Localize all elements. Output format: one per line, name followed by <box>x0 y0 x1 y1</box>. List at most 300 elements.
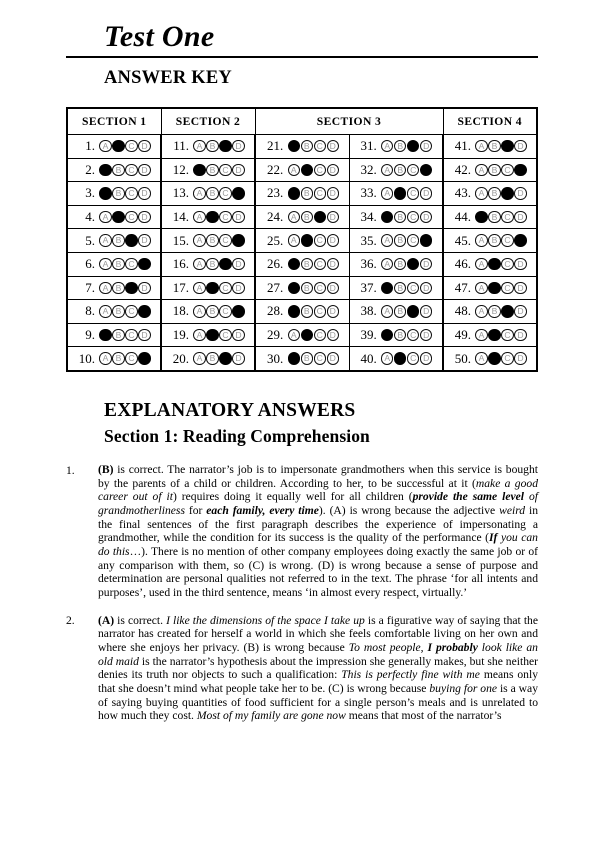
question-number: 4. <box>85 209 96 225</box>
answer-bubble-empty[interactable]: C <box>501 234 513 246</box>
answer-bubble-empty[interactable]: D <box>514 187 526 199</box>
answer-bubble-empty[interactable]: B <box>301 352 313 364</box>
answer-bubble-filled[interactable] <box>394 352 406 364</box>
answer-cell[interactable] <box>161 158 255 182</box>
answer-bubble-empty[interactable]: B <box>112 282 124 294</box>
answer-bubble-filled[interactable] <box>488 258 500 270</box>
question-answer-row <box>350 233 443 249</box>
answer-bubble-filled[interactable] <box>219 352 231 364</box>
answer-bubble-empty[interactable]: B <box>112 305 124 317</box>
answer-bubble-empty[interactable]: B <box>112 187 124 199</box>
answer-bubble-empty[interactable]: B <box>394 211 406 223</box>
answer-cell[interactable] <box>443 182 537 206</box>
answer-bubble-empty[interactable]: C <box>407 187 419 199</box>
answer-cell[interactable] <box>161 135 255 159</box>
answer-bubble-empty[interactable]: C <box>125 352 137 364</box>
question-number: 18. <box>172 303 190 319</box>
answer-cell[interactable] <box>161 276 255 300</box>
answer-bubble-empty[interactable]: B <box>394 305 406 317</box>
answer-cell[interactable] <box>443 300 537 324</box>
answer-bubble-empty[interactable]: D <box>420 352 432 364</box>
answer-cell[interactable] <box>161 323 255 347</box>
answer-bubble-empty[interactable]: A <box>475 305 487 317</box>
answer-bubble-empty[interactable]: C <box>125 329 137 341</box>
answer-cell[interactable] <box>67 347 161 371</box>
answer-bubble-empty[interactable]: D <box>420 140 432 152</box>
answer-bubble-empty[interactable]: A <box>475 258 487 270</box>
answer-bubble-empty[interactable]: D <box>327 211 339 223</box>
answer-cell[interactable] <box>255 158 349 182</box>
answer-bubble-empty[interactable]: A <box>475 187 487 199</box>
answer-bubble-filled[interactable] <box>381 282 393 294</box>
answer-bubble-empty[interactable]: D <box>514 282 526 294</box>
answer-bubble-filled[interactable] <box>407 305 419 317</box>
answer-cell[interactable] <box>349 205 443 229</box>
question-number: 27. <box>267 279 284 295</box>
answer-bubble-filled[interactable] <box>99 187 111 199</box>
answer-bubble-empty[interactable]: A <box>99 305 111 317</box>
answer-bubble-empty[interactable]: D <box>138 164 150 176</box>
answer-bubble-empty[interactable]: C <box>125 187 137 199</box>
question-number: 45. <box>454 232 472 248</box>
question-number: 28. <box>267 303 284 319</box>
answer-bubble-empty[interactable]: C <box>219 234 231 246</box>
question-answer-row <box>444 185 536 201</box>
answer-bubble-empty[interactable]: A <box>381 352 393 364</box>
answer-bubble-empty[interactable]: A <box>288 234 300 246</box>
answer-bubble-empty[interactable]: D <box>327 352 339 364</box>
answer-bubble-empty[interactable]: A <box>475 282 487 294</box>
table-header-row <box>67 108 537 135</box>
answer-bubble-empty[interactable]: B <box>394 140 406 152</box>
answer-cell[interactable] <box>67 252 161 276</box>
answer-bubble-filled[interactable] <box>232 305 244 317</box>
answer-bubble-empty[interactable]: B <box>394 329 406 341</box>
answer-bubble-empty[interactable]: B <box>206 164 218 176</box>
answer-bubble-empty[interactable]: A <box>193 305 205 317</box>
answer-bubble-empty[interactable]: D <box>420 187 432 199</box>
answer-bubble-empty[interactable]: C <box>314 258 326 270</box>
answer-bubble-empty[interactable]: B <box>394 164 406 176</box>
answer-bubble-empty[interactable]: B <box>488 305 500 317</box>
answer-bubble-empty[interactable]: C <box>407 211 419 223</box>
answer-bubble-empty[interactable]: B <box>301 187 313 199</box>
answer-bubble-empty[interactable]: C <box>407 234 419 246</box>
question-answer-row <box>350 209 443 225</box>
answer-key-table <box>66 107 538 372</box>
answer-bubble-filled[interactable] <box>99 329 111 341</box>
answer-cell[interactable] <box>255 135 349 159</box>
answer-bubble-empty[interactable]: B <box>394 234 406 246</box>
answer-bubble-filled[interactable] <box>206 329 218 341</box>
answer-bubble-empty[interactable]: D <box>232 140 244 152</box>
answer-cell[interactable] <box>349 135 443 159</box>
answer-bubble-empty[interactable]: B <box>112 258 124 270</box>
question-number: 43. <box>454 185 472 201</box>
answer-bubble-empty[interactable]: A <box>475 140 487 152</box>
answer-bubble-empty[interactable]: A <box>99 282 111 294</box>
answer-bubble-filled[interactable] <box>488 352 500 364</box>
answer-bubble-filled[interactable] <box>501 305 513 317</box>
answer-bubble-empty[interactable]: D <box>232 329 244 341</box>
answer-cell[interactable] <box>349 158 443 182</box>
answer-bubble-empty[interactable]: D <box>232 211 244 223</box>
answer-bubble-empty[interactable]: B <box>206 352 218 364</box>
answer-bubble-empty[interactable]: C <box>314 187 326 199</box>
answer-bubble-empty[interactable]: A <box>381 258 393 270</box>
answer-bubble-empty[interactable]: B <box>206 140 218 152</box>
answer-bubble-empty[interactable]: B <box>301 305 313 317</box>
answer-bubble-filled[interactable] <box>514 234 526 246</box>
answer-bubble-empty[interactable]: B <box>301 258 313 270</box>
question-number: 26. <box>267 256 284 272</box>
answer-bubble-empty[interactable]: A <box>99 258 111 270</box>
question-answer-row <box>256 256 349 272</box>
answer-cell[interactable] <box>255 182 349 206</box>
answer-bubble-empty[interactable]: A <box>193 140 205 152</box>
answer-cell[interactable] <box>349 323 443 347</box>
question-number: 41. <box>454 138 472 154</box>
answer-cell[interactable] <box>67 276 161 300</box>
answer-cell[interactable] <box>443 252 537 276</box>
answer-bubble-filled[interactable] <box>394 187 406 199</box>
answer-bubble-empty[interactable]: D <box>327 164 339 176</box>
answer-bubble-empty[interactable]: C <box>501 258 513 270</box>
answer-bubble-empty[interactable]: C <box>219 282 231 294</box>
answer-bubble-filled[interactable] <box>301 164 313 176</box>
answer-bubble-empty[interactable]: A <box>99 352 111 364</box>
question-number: 46. <box>454 256 472 272</box>
answer-bubble-filled[interactable] <box>488 329 500 341</box>
answer-bubble-empty[interactable]: A <box>381 234 393 246</box>
answer-bubble-empty[interactable]: A <box>475 164 487 176</box>
answer-bubble-filled[interactable] <box>407 258 419 270</box>
answer-bubble-empty[interactable]: A <box>288 329 300 341</box>
answer-cell[interactable] <box>67 158 161 182</box>
answer-bubble-empty[interactable]: D <box>327 140 339 152</box>
table-row <box>67 276 537 300</box>
answer-bubble-empty[interactable]: D <box>514 140 526 152</box>
answer-bubble-filled[interactable] <box>420 164 432 176</box>
answer-bubble-empty[interactable]: D <box>138 187 150 199</box>
answer-bubble-empty[interactable]: C <box>125 140 137 152</box>
answer-bubble-empty[interactable]: C <box>125 211 137 223</box>
answer-bubble-empty[interactable]: C <box>219 305 231 317</box>
answer-bubble-filled[interactable] <box>206 282 218 294</box>
question-answer-row <box>256 209 349 225</box>
question-number: 20. <box>172 350 190 366</box>
answer-bubble-filled[interactable] <box>407 140 419 152</box>
answer-bubble-empty[interactable]: A <box>381 187 393 199</box>
answer-bubble-filled[interactable] <box>381 329 393 341</box>
question-answer-row <box>350 303 443 319</box>
question-number: 42. <box>454 161 472 177</box>
answer-bubble-empty[interactable]: D <box>138 211 150 223</box>
answer-bubble-empty[interactable]: D <box>514 211 526 223</box>
answer-bubble-empty[interactable]: C <box>314 352 326 364</box>
question-answer-row <box>162 209 254 225</box>
answer-cell[interactable] <box>443 347 537 371</box>
answer-bubble-filled[interactable] <box>232 234 244 246</box>
answer-bubble-empty[interactable]: C <box>125 258 137 270</box>
answer-bubble-empty[interactable]: D <box>327 187 339 199</box>
question-answer-row <box>162 327 254 343</box>
answer-bubble-empty[interactable]: A <box>193 329 205 341</box>
answer-cell[interactable] <box>349 300 443 324</box>
answer-bubble-filled[interactable] <box>99 164 111 176</box>
answer-bubble-empty[interactable]: B <box>488 187 500 199</box>
answer-bubble-empty[interactable]: A <box>475 234 487 246</box>
answer-bubble-filled[interactable] <box>138 305 150 317</box>
question-number: 24. <box>267 209 284 225</box>
answer-bubble-filled[interactable] <box>501 187 513 199</box>
answer-bubble-empty[interactable]: D <box>420 282 432 294</box>
question-answer-row <box>68 138 160 154</box>
answer-bubble-empty[interactable]: D <box>138 234 150 246</box>
answer-bubble-filled[interactable] <box>112 140 124 152</box>
answer-cell[interactable] <box>255 300 349 324</box>
question-answer-row <box>350 185 443 201</box>
answer-bubble-empty[interactable]: B <box>112 329 124 341</box>
answer-cell[interactable] <box>161 347 255 371</box>
question-number: 23. <box>267 185 284 201</box>
answer-bubble-empty[interactable]: D <box>232 282 244 294</box>
answer-bubble-empty[interactable]: D <box>327 305 339 317</box>
answer-bubble-empty[interactable]: D <box>514 352 526 364</box>
answer-bubble-empty[interactable]: A <box>193 352 205 364</box>
answer-cell[interactable] <box>67 300 161 324</box>
answer-cell[interactable] <box>67 229 161 253</box>
answer-cell[interactable] <box>161 300 255 324</box>
answer-cell[interactable] <box>255 252 349 276</box>
answer-bubble-empty[interactable]: D <box>232 352 244 364</box>
answer-bubble-filled[interactable] <box>232 187 244 199</box>
question-number: 5. <box>85 232 96 248</box>
answer-bubble-empty[interactable]: B <box>488 211 500 223</box>
answer-cell[interactable] <box>443 229 537 253</box>
answer-bubble-empty[interactable]: C <box>219 164 231 176</box>
explanation-text: (A) is correct. I like the dimensions of the space I take up is a figurative way of saying that the narrator has created for herself a world in which she feels comfortable living on her own and where she enjoys her privacy. (B) is wrong because To most people, I probably look like an old maid is the narrator’s hypothesis about the impression she generally makes, but she neither denies its truth nor objects to such a qualification: This is perfectly fine with me means only that she doesn’t mind what people take her to be. (C) is wrong because buying for one is a way of saying buying quantities of food sufficient for a single person’s meals and is unrelated to how much they cost. Most of my family are gone now means that most of the narrator’s <box>98 613 538 723</box>
answer-cell[interactable] <box>161 205 255 229</box>
question-answer-row <box>68 327 160 343</box>
answer-cell[interactable] <box>67 323 161 347</box>
answer-bubble-empty[interactable]: D <box>327 282 339 294</box>
answer-bubble-filled[interactable] <box>125 282 137 294</box>
answer-bubble-empty[interactable]: C <box>407 164 419 176</box>
answer-bubble-empty[interactable]: A <box>381 164 393 176</box>
answer-bubble-empty[interactable]: A <box>475 352 487 364</box>
answer-bubble-empty[interactable]: A <box>381 305 393 317</box>
answer-bubble-empty[interactable]: D <box>327 258 339 270</box>
answer-bubble-filled[interactable] <box>138 258 150 270</box>
question-answer-row <box>256 162 349 178</box>
answer-bubble-empty[interactable]: C <box>314 140 326 152</box>
answer-bubble-empty[interactable]: C <box>219 329 231 341</box>
answer-bubble-filled[interactable] <box>219 258 231 270</box>
answer-cell[interactable] <box>443 158 537 182</box>
table-row <box>67 182 537 206</box>
answer-bubble-empty[interactable]: D <box>420 258 432 270</box>
answer-bubble-empty[interactable]: D <box>138 140 150 152</box>
answer-bubble-empty[interactable]: B <box>301 211 313 223</box>
question-number: 49. <box>454 327 472 343</box>
answer-bubble-empty[interactable]: D <box>514 329 526 341</box>
answer-cell[interactable] <box>349 276 443 300</box>
question-answer-row <box>444 138 536 154</box>
answer-bubble-filled[interactable] <box>501 140 513 152</box>
answer-bubble-filled[interactable] <box>288 305 300 317</box>
answer-bubble-empty[interactable]: C <box>314 329 326 341</box>
answer-bubble-empty[interactable]: B <box>112 352 124 364</box>
answer-bubble-empty[interactable]: A <box>99 140 111 152</box>
answer-bubble-empty[interactable]: C <box>125 164 137 176</box>
answer-bubble-empty[interactable]: C <box>501 282 513 294</box>
question-number: 33. <box>360 185 377 201</box>
answer-bubble-empty[interactable]: A <box>193 282 205 294</box>
answer-bubble-filled[interactable] <box>193 164 205 176</box>
answer-bubble-empty[interactable]: D <box>232 258 244 270</box>
answer-bubble-empty[interactable]: D <box>232 164 244 176</box>
answer-cell[interactable] <box>255 276 349 300</box>
answer-cell[interactable] <box>161 182 255 206</box>
answer-bubble-empty[interactable]: C <box>314 305 326 317</box>
answer-bubble-empty[interactable]: B <box>394 282 406 294</box>
question-answer-row <box>162 351 254 367</box>
question-answer-row <box>350 162 443 178</box>
answer-bubble-filled[interactable] <box>420 234 432 246</box>
answer-bubble-empty[interactable]: D <box>420 329 432 341</box>
question-number: 9. <box>85 327 96 343</box>
question-number: 2. <box>85 161 96 177</box>
explanation-text: (B) is correct. The narrator’s job is to impersonate grandmothers when this service is bought by the parents of a child or children. According to her, to be successful at it (make a good career out of it) requires doing it equally well for all children (provide the same level of grandmotherliness for each family, every time). (A) is wrong because the adjective weird in the final sentences of the first paragraph describes the experience of impersonating a grandmother, while the condition for its success is the quality of the performance (If you can do this…). There is no mention of other company employees doing exactly the same job or of any comparison with them, so (C) is wrong. (D) is wrong because a sense of purpose and determination are personal qualities not referred to in the text. The phrase ‘for all intents and purposes’, used in the third sentence, means ‘in almost every respect, virtually.’ <box>98 463 538 599</box>
answer-bubble-filled[interactable] <box>288 352 300 364</box>
answer-cell[interactable] <box>67 205 161 229</box>
answer-cell[interactable] <box>443 276 537 300</box>
answer-cell[interactable] <box>349 347 443 371</box>
answer-bubble-filled[interactable] <box>125 234 137 246</box>
answer-bubble-empty[interactable]: D <box>514 258 526 270</box>
answer-bubble-empty[interactable]: A <box>381 140 393 152</box>
answer-cell[interactable] <box>161 229 255 253</box>
answer-cell[interactable] <box>161 252 255 276</box>
answer-bubble-empty[interactable]: B <box>112 164 124 176</box>
answer-bubble-empty[interactable]: B <box>112 234 124 246</box>
answer-cell[interactable] <box>255 323 349 347</box>
answer-cell[interactable] <box>255 229 349 253</box>
answer-bubble-empty[interactable]: C <box>407 329 419 341</box>
answer-cell[interactable] <box>349 182 443 206</box>
answer-bubble-filled[interactable] <box>288 282 300 294</box>
question-answer-row <box>350 351 443 367</box>
question-number: 7. <box>85 279 96 295</box>
answer-bubble-empty[interactable]: C <box>407 352 419 364</box>
answer-bubble-empty[interactable]: D <box>138 329 150 341</box>
answer-bubble-empty[interactable]: B <box>301 140 313 152</box>
question-answer-row <box>444 303 536 319</box>
answer-bubble-empty[interactable]: A <box>475 329 487 341</box>
answer-bubble-empty[interactable]: B <box>488 140 500 152</box>
explanation-item <box>66 463 538 600</box>
answer-bubble-empty[interactable]: A <box>288 211 300 223</box>
answer-cell[interactable] <box>443 135 537 159</box>
answer-bubble-empty[interactable]: C <box>407 282 419 294</box>
answer-cell[interactable] <box>255 347 349 371</box>
answer-bubble-filled[interactable] <box>112 211 124 223</box>
answer-bubble-empty[interactable]: D <box>420 211 432 223</box>
answer-bubble-empty[interactable]: D <box>327 234 339 246</box>
answer-bubble-empty[interactable]: C <box>501 329 513 341</box>
column-header-section-1: SECTION 1 <box>67 108 161 135</box>
answer-bubble-empty[interactable]: C <box>314 164 326 176</box>
answer-bubble-empty[interactable]: A <box>288 164 300 176</box>
answer-bubble-filled[interactable] <box>219 140 231 152</box>
answer-bubble-filled[interactable] <box>314 211 326 223</box>
answer-bubble-empty[interactable]: C <box>501 352 513 364</box>
answer-cell[interactable] <box>443 205 537 229</box>
answer-bubble-empty[interactable]: B <box>206 234 218 246</box>
answer-bubble-filled[interactable] <box>301 234 313 246</box>
answer-cell[interactable] <box>443 323 537 347</box>
answer-bubble-empty[interactable]: A <box>193 234 205 246</box>
question-answer-row <box>256 280 349 296</box>
answer-bubble-empty[interactable]: D <box>420 305 432 317</box>
table-row <box>67 347 537 371</box>
answer-bubble-filled[interactable] <box>475 211 487 223</box>
answer-bubble-filled[interactable] <box>288 187 300 199</box>
answer-bubble-empty[interactable]: A <box>193 187 205 199</box>
answer-bubble-empty[interactable]: D <box>514 305 526 317</box>
answer-bubble-filled[interactable] <box>514 164 526 176</box>
question-number: 17. <box>172 279 190 295</box>
answer-bubble-empty[interactable]: C <box>314 234 326 246</box>
answer-cell[interactable] <box>255 205 349 229</box>
answer-bubble-empty[interactable]: C <box>501 211 513 223</box>
answer-cell[interactable] <box>349 229 443 253</box>
question-number: 38. <box>360 303 377 319</box>
answer-cell[interactable] <box>67 135 161 159</box>
answer-bubble-filled[interactable] <box>138 352 150 364</box>
answer-bubble-empty[interactable]: B <box>394 258 406 270</box>
answer-bubble-empty[interactable]: B <box>488 234 500 246</box>
answer-bubble-empty[interactable]: C <box>219 211 231 223</box>
answer-bubble-empty[interactable]: A <box>193 211 205 223</box>
title-divider <box>66 56 538 58</box>
answer-bubble-empty[interactable]: D <box>138 282 150 294</box>
answer-bubble-filled[interactable] <box>488 282 500 294</box>
answer-cell[interactable] <box>349 252 443 276</box>
answer-bubble-empty[interactable]: C <box>219 187 231 199</box>
question-answer-row <box>350 327 443 343</box>
answer-bubble-empty[interactable]: C <box>125 305 137 317</box>
answer-bubble-filled[interactable] <box>301 329 313 341</box>
answer-bubble-empty[interactable]: B <box>206 258 218 270</box>
answer-bubble-filled[interactable] <box>206 211 218 223</box>
answer-bubble-filled[interactable] <box>288 258 300 270</box>
answer-bubble-empty[interactable]: B <box>206 305 218 317</box>
answer-bubble-filled[interactable] <box>381 211 393 223</box>
answer-bubble-empty[interactable]: B <box>488 164 500 176</box>
answer-bubble-empty[interactable]: D <box>327 329 339 341</box>
answer-bubble-empty[interactable]: C <box>501 164 513 176</box>
answer-bubble-empty[interactable]: A <box>193 258 205 270</box>
answer-bubble-empty[interactable]: B <box>206 187 218 199</box>
answer-bubble-empty[interactable]: A <box>99 211 111 223</box>
answer-bubble-filled[interactable] <box>288 140 300 152</box>
answer-bubble-empty[interactable]: C <box>314 282 326 294</box>
answer-cell[interactable] <box>67 182 161 206</box>
answer-bubble-empty[interactable]: A <box>99 234 111 246</box>
answer-bubble-empty[interactable]: B <box>301 282 313 294</box>
